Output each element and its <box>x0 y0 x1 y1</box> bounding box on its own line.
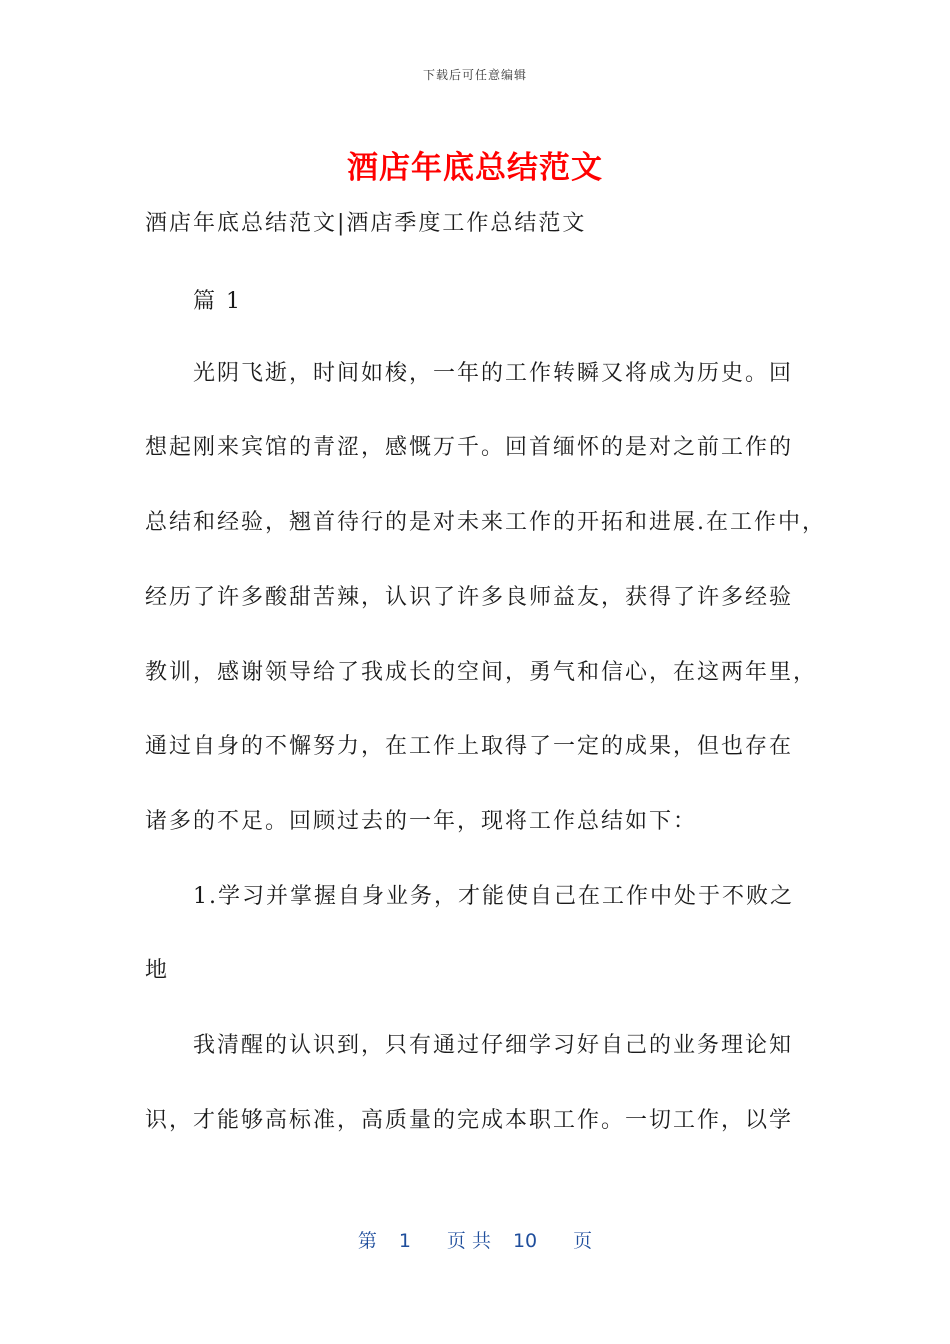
list-item-heading-continuation: 地 <box>145 958 170 983</box>
paragraph-line: 识，才能够高标准，高质量的完成本职工作。一切工作，以学 <box>145 1108 794 1133</box>
paragraph-line: 诸多的不足。回顾过去的一年，现将工作总结如下： <box>145 809 698 834</box>
paragraph-line: 想起刚来宾馆的青涩，感慨万千。回首缅怀的是对之前工作的 <box>145 435 794 460</box>
section-heading: 篇 1 <box>193 289 242 314</box>
footer-middle: 页 共 <box>446 1230 491 1252</box>
footer-prefix: 第 <box>357 1230 377 1252</box>
header-note: 下载后可任意编辑 <box>422 68 527 82</box>
total-pages-number: 10 <box>512 1230 538 1252</box>
paragraph-line: 通过自身的不懈努力，在工作上取得了一定的成果，但也存在 <box>145 734 794 759</box>
current-page-number: 1 <box>398 1230 411 1252</box>
paragraph-line: 教训，感谢领导给了我成长的空间，勇气和信心，在这两年里， <box>145 660 818 685</box>
subtitle-line: 酒店年底总结范文|酒店季度工作总结范文 <box>145 211 587 236</box>
list-item-heading: 1.学习并掌握自身业务，才能使自己在工作中处于不败之 <box>193 884 794 909</box>
paragraph-line: 光阴飞逝，时间如梭，一年的工作转瞬又将成为历史。回 <box>193 361 794 386</box>
paragraph-line: 我清醒的认识到，只有通过仔细学习好自己的业务理论知 <box>193 1033 794 1058</box>
footer-suffix: 页 <box>573 1230 593 1252</box>
paragraph-line: 总结和经验，翘首待行的是对未来工作的开拓和进展.在工作中， <box>145 510 826 535</box>
document-title: 酒店年底总结范文 <box>347 150 603 186</box>
paragraph-line: 经历了许多酸甜苦辣，认识了许多良师益友，获得了许多经验 <box>145 585 794 610</box>
page-footer <box>0 1226 950 1253</box>
